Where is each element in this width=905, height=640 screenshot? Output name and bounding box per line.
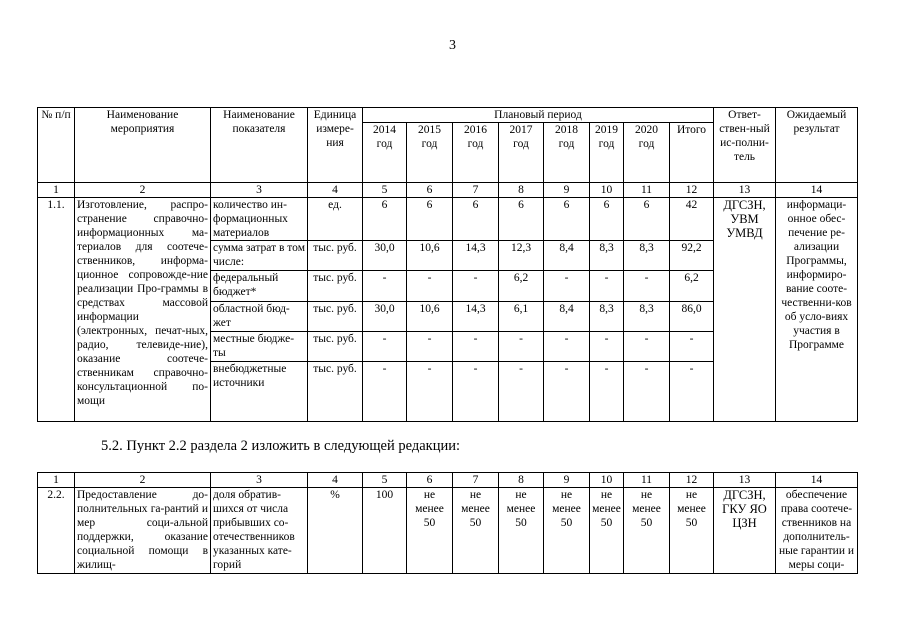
column-numbers-row [38, 183, 858, 198]
unit: тыс. руб. [308, 332, 363, 362]
unit: тыс. руб. [308, 362, 363, 422]
value-cell: не менее 50 [590, 488, 624, 574]
section-heading: 5.2. Пункт 2.2 раздела 2 изложить в следующей редакции: [101, 438, 461, 454]
value-cell: 100 [363, 488, 407, 574]
indicator-name: внебюджетные источники [211, 362, 308, 422]
indicator-name: местные бюдже-ты [211, 332, 308, 362]
unit: тыс. руб. [308, 271, 363, 302]
unit: % [308, 488, 363, 574]
program-table-continued [37, 472, 858, 574]
column-number: 5 [363, 473, 407, 488]
column-number: 9 [544, 183, 590, 198]
value-cell: - [590, 362, 624, 422]
column-number: 12 [670, 473, 714, 488]
column-number: 8 [499, 183, 544, 198]
total-cell: 6,2 [670, 271, 714, 302]
value-cell: не менее 50 [407, 488, 453, 574]
value-cell: - [624, 362, 670, 422]
header-year: 2020 год [624, 123, 670, 183]
value-cell: не менее 50 [544, 488, 590, 574]
total-cell: - [670, 362, 714, 422]
column-number: 10 [590, 183, 624, 198]
indicator-name: количество ин-формационных материалов [211, 198, 308, 241]
column-number: 1 [38, 473, 75, 488]
event-description: Изготовление, распро-странение справочно-информационных ма-териалов для соотече-ственников, информа-ционное сопровожде-ние реализации Про-граммы в средствах массовой информации (электронных, печат-ных, радио, телевиде-ние), оказание соотече-ственникам справочно-консультационной по-мощи [75, 198, 211, 422]
column-number: 11 [624, 473, 670, 488]
value-cell: 8,3 [590, 302, 624, 332]
column-number: 2 [75, 183, 211, 198]
value-cell: 6 [624, 198, 670, 241]
column-number: 9 [544, 473, 590, 488]
column-number: 3 [211, 183, 308, 198]
value-cell: 30,0 [363, 302, 407, 332]
value-cell: 6 [544, 198, 590, 241]
event-description: Предоставление до-полнительных га-рантий и мер соци-альной поддержки, оказание социальной помощи в жилищ- [75, 488, 211, 574]
value-cell: 6 [407, 198, 453, 241]
header-num: № п/п [38, 108, 75, 183]
value-cell: 30,0 [363, 241, 407, 271]
column-number: 13 [714, 183, 776, 198]
row-number: 1.1. [38, 198, 75, 422]
value-cell: - [499, 332, 544, 362]
value-cell: - [407, 362, 453, 422]
value-cell: 6 [453, 198, 499, 241]
header-year: 2014 год [363, 123, 407, 183]
column-number: 8 [499, 473, 544, 488]
row-number: 2.2. [38, 488, 75, 574]
header-total: Итого [670, 123, 714, 183]
value-cell: 10,6 [407, 302, 453, 332]
header-period: Плановый период [363, 108, 714, 123]
column-number: 14 [776, 473, 858, 488]
header-indicator: Наименование показателя [211, 108, 308, 183]
program-table [37, 107, 858, 422]
column-number: 3 [211, 473, 308, 488]
column-number: 13 [714, 473, 776, 488]
header-year: 2019 год [590, 123, 624, 183]
value-cell: 6,2 [499, 271, 544, 302]
column-numbers-row [38, 473, 858, 488]
value-cell: - [544, 362, 590, 422]
indicator-name: доля обратив-шихся от числа прибывших со-отечественников указанных кате-горий [211, 488, 308, 574]
value-cell: - [590, 271, 624, 302]
table-row [38, 198, 858, 241]
value-cell: 12,3 [499, 241, 544, 271]
value-cell: 14,3 [453, 241, 499, 271]
value-cell: - [363, 271, 407, 302]
value-cell: - [453, 362, 499, 422]
header-unit: Единица измере-ния [308, 108, 363, 183]
value-cell: 14,3 [453, 302, 499, 332]
header-year: 2018 год [544, 123, 590, 183]
value-cell: 8,4 [544, 241, 590, 271]
unit: ед. [308, 198, 363, 241]
value-cell: - [407, 271, 453, 302]
value-cell: не менее 50 [670, 488, 714, 574]
value-cell: 8,4 [544, 302, 590, 332]
value-cell: - [624, 332, 670, 362]
header-executor: Ответ-ствен-ный ис-полни-тель [714, 108, 776, 183]
header-result: Ожидаемый результат [776, 108, 858, 183]
total-cell: - [670, 332, 714, 362]
value-cell: 6,1 [499, 302, 544, 332]
executor: ДГСЗН, ГКУ ЯО ЦЗН [714, 488, 776, 574]
column-number: 12 [670, 183, 714, 198]
column-number: 7 [453, 183, 499, 198]
value-cell: - [363, 362, 407, 422]
indicator-name: областной бюд-жет [211, 302, 308, 332]
header-event: Наименование мероприятия [75, 108, 211, 183]
header-year: 2015 год [407, 123, 453, 183]
page-number: 3 [449, 38, 456, 53]
column-number: 10 [590, 473, 624, 488]
value-cell: не менее 50 [453, 488, 499, 574]
value-cell: - [544, 271, 590, 302]
value-cell: не менее 50 [624, 488, 670, 574]
value-cell: - [544, 332, 590, 362]
value-cell: - [363, 332, 407, 362]
column-number: 1 [38, 183, 75, 198]
indicator-name: федеральный бюджет* [211, 271, 308, 302]
expected-result: обеспечение права соотече-ственников на дополнитель-ные гарантии и меры соци- [776, 488, 858, 574]
value-cell: - [590, 332, 624, 362]
header-year: 2017 год [499, 123, 544, 183]
value-cell: 6 [363, 198, 407, 241]
column-number: 4 [308, 183, 363, 198]
total-cell: 86,0 [670, 302, 714, 332]
value-cell: - [624, 271, 670, 302]
executor: ДГСЗН, УВМ УМВД [714, 198, 776, 422]
table-row [38, 488, 858, 574]
total-cell: 42 [670, 198, 714, 241]
expected-result: информаци-онное обес-печение ре-ализации Программы, информиро-вание сооте-чественни-ков об усло-виях участия в Программе [776, 198, 858, 422]
value-cell: 6 [499, 198, 544, 241]
value-cell: - [407, 332, 453, 362]
value-cell: не менее 50 [499, 488, 544, 574]
value-cell: 8,3 [590, 241, 624, 271]
column-number: 6 [407, 183, 453, 198]
total-cell: 92,2 [670, 241, 714, 271]
indicator-name: сумма затрат в том числе: [211, 241, 308, 271]
column-number: 7 [453, 473, 499, 488]
unit: тыс. руб. [308, 302, 363, 332]
column-number: 14 [776, 183, 858, 198]
value-cell: 8,3 [624, 302, 670, 332]
column-number: 2 [75, 473, 211, 488]
unit: тыс. руб. [308, 241, 363, 271]
column-number: 11 [624, 183, 670, 198]
header-year: 2016 год [453, 123, 499, 183]
column-number: 4 [308, 473, 363, 488]
value-cell: 6 [590, 198, 624, 241]
value-cell: - [453, 332, 499, 362]
value-cell: - [499, 362, 544, 422]
value-cell: 10,6 [407, 241, 453, 271]
value-cell: - [453, 271, 499, 302]
value-cell: 8,3 [624, 241, 670, 271]
column-number: 6 [407, 473, 453, 488]
column-number: 5 [363, 183, 407, 198]
